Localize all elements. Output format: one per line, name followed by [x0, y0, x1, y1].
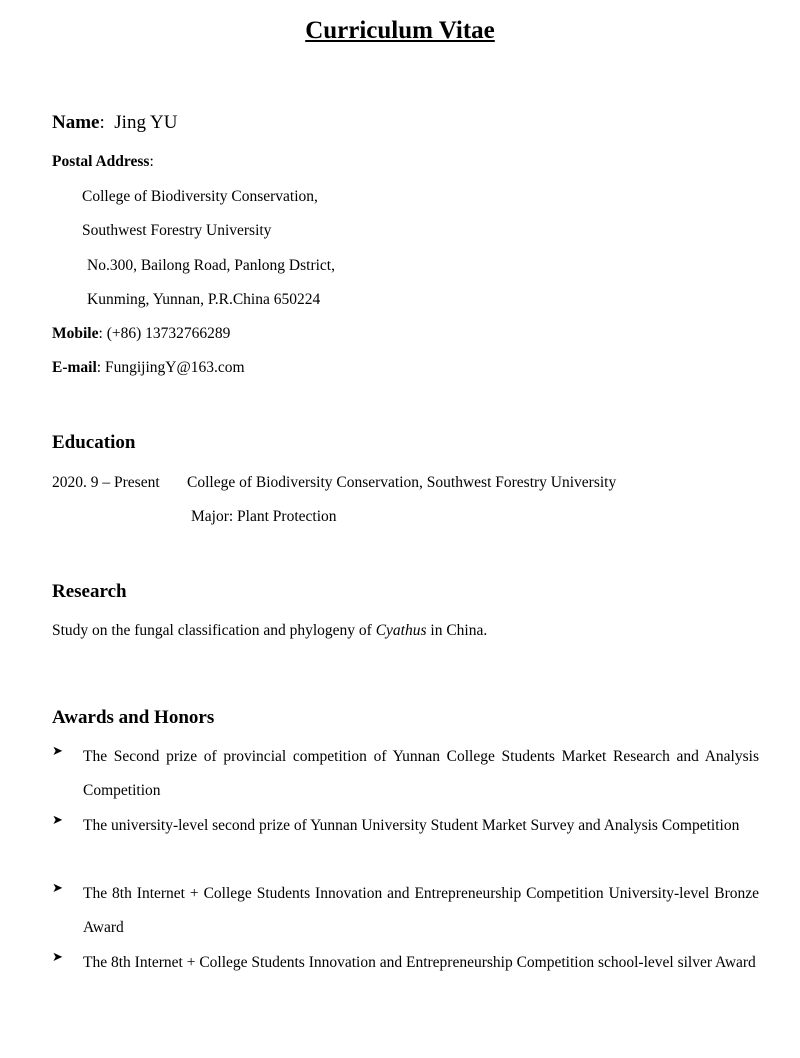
mobile-line: Mobile: (+86) 13732766289	[52, 325, 231, 342]
research-heading: Research	[52, 581, 127, 602]
arrowhead-bullet-icon: ➤	[52, 743, 63, 758]
postal-line-3: No.300, Bailong Road, Panlong Dstrict,	[87, 257, 335, 274]
mobile-value: (+86) 13732766289	[106, 325, 231, 342]
page-title: Curriculum Vitae	[305, 17, 495, 44]
award-text: The 8th Internet + College Students Innovation and Entrepreneurship Competition school-level silver Award	[83, 954, 756, 971]
research-text-after: in China.	[426, 622, 488, 639]
name-label: Name	[52, 112, 100, 133]
award-item	[52, 809, 759, 843]
email-value: FungijingY@163.com	[104, 359, 245, 376]
name-line: Name: Jing YU	[52, 112, 178, 133]
research-text	[52, 620, 487, 642]
postal-address-label: Postal Address	[52, 153, 150, 170]
education-date: 2020. 9 – Present	[52, 474, 160, 491]
award-item	[52, 877, 759, 945]
email-label: E-mail	[52, 359, 97, 376]
name-value: Jing YU	[114, 112, 178, 133]
postal-line-1: College of Biodiversity Conservation,	[82, 188, 318, 205]
research-text-before: Study on the fungal classification and phylogeny of	[52, 622, 376, 639]
education-heading: Education	[52, 432, 136, 453]
arrowhead-bullet-icon: ➤	[52, 949, 63, 964]
postal-address-line: Postal Address:	[52, 153, 154, 170]
award-item	[52, 946, 759, 980]
award-text: The Second prize of provincial competition of Yunnan College Students Market Research and Analysis Competition	[83, 748, 759, 799]
postal-line-4: Kunming, Yunnan, P.R.China 650224	[87, 291, 321, 308]
postal-line-2: Southwest Forestry University	[82, 222, 272, 239]
arrowhead-bullet-icon: ➤	[52, 880, 63, 895]
education-institution: College of Biodiversity Conservation, Southwest Forestry University	[187, 474, 617, 491]
award-text: The university-level second prize of Yunnan University Student Market Survey and Analysis Competition	[83, 817, 740, 834]
arrowhead-bullet-icon: ➤	[52, 812, 63, 827]
mobile-label: Mobile	[52, 325, 99, 342]
research-genus: Cyathus	[375, 622, 427, 639]
award-item	[52, 740, 759, 808]
award-text: The 8th Internet + College Students Innovation and Entrepreneurship Competition University-level Bronze Award	[83, 885, 759, 936]
awards-heading: Awards and Honors	[52, 707, 215, 728]
email-line: E-mail: FungijingY@163.com	[52, 359, 245, 376]
education-major: Major: Plant Protection	[191, 508, 337, 525]
